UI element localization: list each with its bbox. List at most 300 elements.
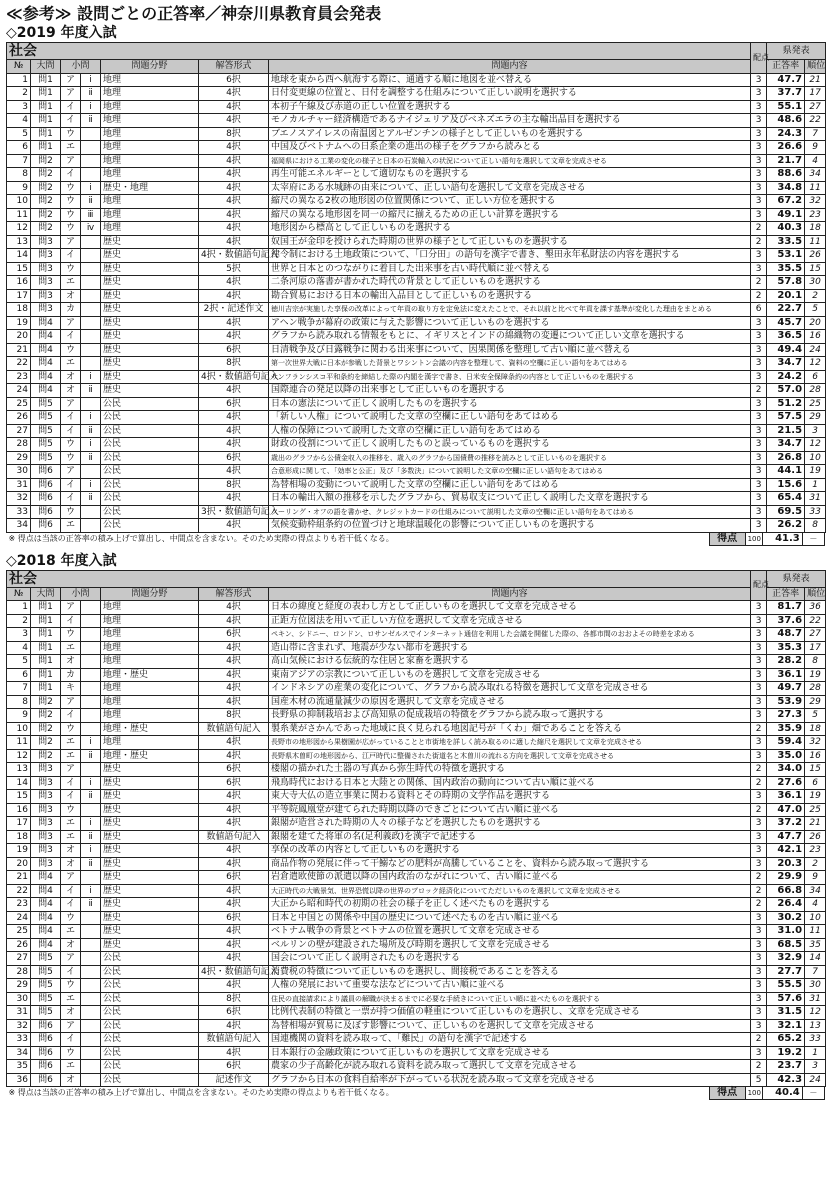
row-bunya: 公民 <box>101 952 199 966</box>
row-no: 28 <box>7 965 31 979</box>
row-keishiki: 4択 <box>199 114 269 128</box>
row-sub: ⅰ <box>81 817 101 831</box>
row-seitou: 31.0 <box>767 925 805 939</box>
row-daimon: 問2 <box>31 709 61 723</box>
row-bunya: 公民 <box>101 411 199 425</box>
row-shomon: オ <box>61 844 81 858</box>
header-bunya: 問題分野 <box>101 60 199 74</box>
row-keishiki: 4択 <box>199 87 269 101</box>
row-no: 5 <box>7 127 31 141</box>
row-sub <box>81 614 101 628</box>
table-row <box>7 709 826 723</box>
row-daimon: 問3 <box>31 790 61 804</box>
row-seitou: 49.1 <box>767 208 805 222</box>
row-sub <box>81 763 101 777</box>
row-keishiki: 4択 <box>199 100 269 114</box>
row-bunya: 公民 <box>101 979 199 993</box>
row-naiyo: 国連機関の資料を読み取って、「難民」の語句を漢字で記述する <box>269 1033 751 1047</box>
row-no: 4 <box>7 641 31 655</box>
row-seitou: 37.6 <box>767 614 805 628</box>
row-haiten: 3 <box>751 424 767 438</box>
row-sub: ⅰ <box>81 844 101 858</box>
table-row <box>7 424 826 438</box>
row-haiten: 3 <box>751 195 767 209</box>
row-sub: ⅱ <box>81 114 101 128</box>
row-naiyo: 為替相場が貿易に及ぼす影響について、正しいものを選択して文章を完成させる <box>269 1019 751 1033</box>
row-naiyo: 日本の憲法について正しく説明したものを選択する <box>269 397 751 411</box>
row-bunya: 公民 <box>101 478 199 492</box>
row-shomon: ア <box>61 601 81 615</box>
row-bunya: 歴史 <box>101 790 199 804</box>
table-row <box>7 478 826 492</box>
row-sub <box>81 1033 101 1047</box>
row-juni: 4 <box>805 154 826 168</box>
table-row <box>7 1073 826 1087</box>
row-seitou: 32.9 <box>767 952 805 966</box>
table-row <box>7 884 826 898</box>
row-daimon: 問6 <box>31 1019 61 1033</box>
row-juni: 32 <box>805 195 826 209</box>
table-row <box>7 992 826 1006</box>
row-seitou: 23.7 <box>767 1060 805 1074</box>
row-seitou: 48.6 <box>767 114 805 128</box>
table-row <box>7 736 826 750</box>
row-naiyo: 人権の保障について説明した文章の空欄に正しい語句をあてはめる <box>269 424 751 438</box>
row-naiyo: 高山気候における伝統的な住居と家畜を選択する <box>269 655 751 669</box>
row-shomon: オ <box>61 384 81 398</box>
row-juni: 5 <box>805 303 826 317</box>
row-sub <box>81 343 101 357</box>
row-daimon: 問3 <box>31 803 61 817</box>
row-juni: 10 <box>805 451 826 465</box>
row-juni: 7 <box>805 127 826 141</box>
row-sub: ⅰ <box>81 438 101 452</box>
row-seitou: 19.2 <box>767 1046 805 1060</box>
row-naiyo: 第一次世界大戦に日本が参戦した背景とワシントン会議の内容を整理して、資料の空欄に正しい語句をあてはめる <box>269 357 751 371</box>
row-keishiki: 4択 <box>199 222 269 236</box>
row-haiten: 3 <box>751 641 767 655</box>
row-haiten: 3 <box>751 601 767 615</box>
table-row <box>7 749 826 763</box>
row-no: 2 <box>7 87 31 101</box>
row-shomon: ウ <box>61 438 81 452</box>
table-row <box>7 830 826 844</box>
table-row <box>7 262 826 276</box>
table-row <box>7 73 826 87</box>
row-bunya: 地理・歴史 <box>101 668 199 682</box>
header-keishiki: 解答形式 <box>199 587 269 601</box>
row-no: 3 <box>7 100 31 114</box>
row-haiten: 3 <box>751 249 767 263</box>
row-seitou: 27.6 <box>767 776 805 790</box>
row-keishiki: 4択 <box>199 492 269 506</box>
row-keishiki: 4択 <box>199 316 269 330</box>
row-daimon: 問5 <box>31 952 61 966</box>
row-daimon: 問5 <box>31 992 61 1006</box>
row-daimon: 問2 <box>31 195 61 209</box>
row-seitou: 26.6 <box>767 141 805 155</box>
row-haiten: 2 <box>751 1060 767 1074</box>
row-seitou: 35.3 <box>767 641 805 655</box>
row-daimon: 問5 <box>31 438 61 452</box>
row-sub: ⅰ <box>81 73 101 87</box>
row-shomon: ウ <box>61 722 81 736</box>
row-haiten: 3 <box>751 465 767 479</box>
section-2018 <box>6 552 827 1101</box>
row-sub: ⅱ <box>81 898 101 912</box>
row-juni: 9 <box>805 871 826 885</box>
row-shomon: オ <box>61 938 81 952</box>
row-juni: 25 <box>805 397 826 411</box>
row-shomon: エ <box>61 357 81 371</box>
table-row <box>7 127 826 141</box>
table-row <box>7 952 826 966</box>
row-haiten: 2 <box>751 384 767 398</box>
row-keishiki: 4択 <box>199 289 269 303</box>
row-shomon: カ <box>61 303 81 317</box>
table-row <box>7 965 826 979</box>
row-shomon: イ <box>61 614 81 628</box>
row-sub <box>81 1006 101 1020</box>
row-daimon: 問4 <box>31 370 61 384</box>
row-juni: 12 <box>805 357 826 371</box>
row-bunya: 公民 <box>101 451 199 465</box>
row-bunya: 歴史 <box>101 857 199 871</box>
row-bunya: 歴史 <box>101 817 199 831</box>
row-daimon: 問4 <box>31 384 61 398</box>
row-no: 29 <box>7 451 31 465</box>
row-daimon: 問1 <box>31 682 61 696</box>
row-no: 1 <box>7 73 31 87</box>
table-row <box>7 451 826 465</box>
row-no: 23 <box>7 370 31 384</box>
row-juni: 20 <box>805 316 826 330</box>
row-daimon: 問3 <box>31 303 61 317</box>
row-keishiki: 4択 <box>199 803 269 817</box>
table-row <box>7 668 826 682</box>
row-juni: 26 <box>805 249 826 263</box>
row-naiyo: 大正から昭和時代の初期の社会の様子を正しく述べたものを選択する <box>269 898 751 912</box>
row-no: 10 <box>7 722 31 736</box>
row-seitou: 24.2 <box>767 370 805 384</box>
row-seitou: 67.2 <box>767 195 805 209</box>
row-naiyo: 歳出のグラフから公債金収入の推移を、歳入のグラフから国債費の推移を読みとして正しいものを選択する <box>269 451 751 465</box>
row-naiyo: 日本の緯度と経度の表わし方として正しいものを選択して文章を完成させる <box>269 601 751 615</box>
row-naiyo: 国産木材の流通量減少の原因を選択して文章を完成させる <box>269 695 751 709</box>
row-shomon: ア <box>61 316 81 330</box>
table-row <box>7 316 826 330</box>
row-juni: 23 <box>805 844 826 858</box>
row-naiyo: 比例代表制の特徴と一票が持つ価値の軽重について正しいものを選択し、文章を完成させる <box>269 1006 751 1020</box>
row-no: 21 <box>7 871 31 885</box>
row-no: 19 <box>7 316 31 330</box>
header-shomon: 小問 <box>61 60 101 74</box>
row-no: 20 <box>7 330 31 344</box>
row-keishiki: 4択 <box>199 1019 269 1033</box>
row-bunya: 歴史 <box>101 925 199 939</box>
row-keishiki: 4択 <box>199 411 269 425</box>
row-shomon: イ <box>61 709 81 723</box>
row-haiten: 3 <box>751 127 767 141</box>
row-seitou: 47.7 <box>767 830 805 844</box>
row-keishiki: 4択 <box>199 925 269 939</box>
row-no: 30 <box>7 992 31 1006</box>
row-keishiki: 6択 <box>199 763 269 777</box>
table-row <box>7 357 826 371</box>
header-juni: 順位 <box>805 60 826 74</box>
row-seitou: 57.5 <box>767 411 805 425</box>
row-shomon: ウ <box>61 1046 81 1060</box>
row-juni: 16 <box>805 330 826 344</box>
row-no: 3 <box>7 628 31 642</box>
header-seitou: 正答率 <box>767 587 805 601</box>
row-naiyo: 地形図から標高として正しいものを選択する <box>269 222 751 236</box>
row-shomon: カ <box>61 668 81 682</box>
row-sub <box>81 289 101 303</box>
row-bunya: 公民 <box>101 992 199 1006</box>
table-row <box>7 330 826 344</box>
row-bunya: 公民 <box>101 397 199 411</box>
table-row <box>7 790 826 804</box>
row-juni: 8 <box>805 655 826 669</box>
table-row <box>7 857 826 871</box>
row-daimon: 問3 <box>31 235 61 249</box>
row-sub: ⅰ <box>81 370 101 384</box>
row-keishiki: 8択 <box>199 709 269 723</box>
row-bunya: 地理 <box>101 127 199 141</box>
row-juni: 27 <box>805 100 826 114</box>
results-table <box>6 570 826 1100</box>
row-daimon: 問1 <box>31 668 61 682</box>
row-juni: 3 <box>805 424 826 438</box>
row-keishiki: 数値語句記入 <box>199 1033 269 1047</box>
row-keishiki: 4択 <box>199 465 269 479</box>
row-bunya: 公民 <box>101 1073 199 1087</box>
row-sub <box>81 1060 101 1074</box>
row-seitou: 53.1 <box>767 249 805 263</box>
row-bunya: 公民 <box>101 492 199 506</box>
row-daimon: 問3 <box>31 763 61 777</box>
row-daimon: 問4 <box>31 925 61 939</box>
row-no: 31 <box>7 478 31 492</box>
row-naiyo: 長野県の抑制栽培および高知県の促成栽培の特徴をグラフから読み取って選択する <box>269 709 751 723</box>
row-shomon: イ <box>61 492 81 506</box>
row-haiten: 3 <box>751 438 767 452</box>
row-haiten: 2 <box>751 276 767 290</box>
row-bunya: 歴史 <box>101 898 199 912</box>
row-bunya: 地理 <box>101 614 199 628</box>
row-naiyo: 東南アジアの宗教について正しいものを選択して文章を完成させる <box>269 668 751 682</box>
row-naiyo: 地球を東から西へ航海する際に、通過する順に地図を並べ替える <box>269 73 751 87</box>
row-naiyo: 大正時代の大戦景気、世界恐慌以降の世界のブロック経済化についてただしいものを選択して文章を完成させる <box>269 884 751 898</box>
row-naiyo: 中国及びベトナムへの日系企業の進出の様子をグラフから読みとる <box>269 141 751 155</box>
row-shomon: ア <box>61 154 81 168</box>
section-year-heading: ◇2018 年度入試 <box>6 552 117 569</box>
row-juni: 29 <box>805 411 826 425</box>
row-naiyo: 銀閣が造営された時期の人々の様子などを選択したものを選択する <box>269 817 751 831</box>
row-no: 29 <box>7 979 31 993</box>
row-naiyo: 「新しい人権」について説明した文章の空欄に正しい語句をあてはめる <box>269 411 751 425</box>
row-no: 31 <box>7 1006 31 1020</box>
table-row <box>7 438 826 452</box>
row-keishiki: 4択 <box>199 695 269 709</box>
row-shomon: イ <box>61 249 81 263</box>
row-sub: ⅱ <box>81 424 101 438</box>
row-bunya: 公民 <box>101 1046 199 1060</box>
row-naiyo: グラフから読み取れる情報をもとに、イギリスとインドの綿織物の変遷について正しい文章を選択する <box>269 330 751 344</box>
row-bunya: 公民 <box>101 519 199 533</box>
table-row <box>7 682 826 696</box>
row-no: 20 <box>7 857 31 871</box>
header-seitou: 正答率 <box>767 60 805 74</box>
row-keishiki: 4択 <box>199 884 269 898</box>
row-juni: 11 <box>805 235 826 249</box>
row-naiyo: ベトナム戦争の背景とベトナムの位置を選択して文章を完成させる <box>269 925 751 939</box>
row-daimon: 問6 <box>31 1073 61 1087</box>
row-bunya: 歴史 <box>101 384 199 398</box>
row-seitou: 29.9 <box>767 871 805 885</box>
row-sub <box>81 682 101 696</box>
row-seitou: 34.0 <box>767 763 805 777</box>
row-no: 4 <box>7 114 31 128</box>
row-naiyo: インドネシアの産業の変化について、グラフから読み取れる特徴を選択して文章を完成させる <box>269 682 751 696</box>
row-naiyo: 商品作物の発展に伴って干鰯などの肥料が高騰していることを、資料から読み取って選択する <box>269 857 751 871</box>
row-seitou: 24.3 <box>767 127 805 141</box>
row-naiyo: ペキン、シドニー、ロンドン、ロサンゼルスでインターネット通信を利用した会議を開催した際の、各都市間のおおよその時差を求める <box>269 628 751 642</box>
row-shomon: エ <box>61 749 81 763</box>
row-seitou: 65.2 <box>767 1033 805 1047</box>
row-shomon: ア <box>61 397 81 411</box>
row-shomon: イ <box>61 965 81 979</box>
table-row <box>7 154 826 168</box>
row-naiyo: 縮尺の異なる地形図を同一の縮尺に揃えるための正しい計算を選択する <box>269 208 751 222</box>
row-naiyo: 本初子午線及び赤道の正しい位置を選択する <box>269 100 751 114</box>
table-row <box>7 911 826 925</box>
row-sub <box>81 871 101 885</box>
table-row <box>7 384 826 398</box>
row-bunya: 地理 <box>101 601 199 615</box>
table-row <box>7 925 826 939</box>
row-daimon: 問3 <box>31 817 61 831</box>
row-seitou: 26.4 <box>767 898 805 912</box>
row-seitou: 34.7 <box>767 438 805 452</box>
row-keishiki: 6択 <box>199 628 269 642</box>
row-sub <box>81 601 101 615</box>
row-seitou: 33.5 <box>767 235 805 249</box>
row-sub: ⅰ <box>81 884 101 898</box>
table-row <box>7 1019 826 1033</box>
row-daimon: 問2 <box>31 222 61 236</box>
row-daimon: 問1 <box>31 73 61 87</box>
table-row <box>7 289 826 303</box>
total-label: 得点 <box>709 1087 745 1100</box>
row-juni: 33 <box>805 1033 826 1047</box>
row-haiten: 3 <box>751 817 767 831</box>
table-row <box>7 465 826 479</box>
row-keishiki: 4択 <box>199 614 269 628</box>
row-naiyo: 長野県木曽町の地形図から、江戸時代に整備された街道名と木曽川の流れる方向を選択して文章を完成させる <box>269 749 751 763</box>
row-bunya: 公民 <box>101 424 199 438</box>
row-juni: 31 <box>805 992 826 1006</box>
row-bunya: 公民 <box>101 1033 199 1047</box>
row-seitou: 53.9 <box>767 695 805 709</box>
row-sub <box>81 276 101 290</box>
row-seitou: 88.6 <box>767 168 805 182</box>
row-haiten: 3 <box>751 992 767 1006</box>
row-daimon: 問6 <box>31 465 61 479</box>
row-seitou: 40.3 <box>767 222 805 236</box>
row-seitou: 65.4 <box>767 492 805 506</box>
row-seitou: 36.1 <box>767 668 805 682</box>
row-sub: ⅲ <box>81 208 101 222</box>
row-seitou: 26.2 <box>767 519 805 533</box>
table-row <box>7 114 826 128</box>
row-keishiki: 4択 <box>199 168 269 182</box>
row-juni: 3 <box>805 1060 826 1074</box>
row-daimon: 問2 <box>31 181 61 195</box>
row-shomon: エ <box>61 830 81 844</box>
row-juni: 21 <box>805 73 826 87</box>
row-daimon: 問4 <box>31 330 61 344</box>
row-shomon: イ <box>61 114 81 128</box>
row-no: 32 <box>7 1019 31 1033</box>
table-row <box>7 505 826 519</box>
row-daimon: 問5 <box>31 965 61 979</box>
row-daimon: 問1 <box>31 87 61 101</box>
row-sub <box>81 925 101 939</box>
table-row <box>7 222 826 236</box>
table-row <box>7 601 826 615</box>
row-juni: 6 <box>805 776 826 790</box>
row-bunya: 地理 <box>101 114 199 128</box>
row-shomon: ウ <box>61 208 81 222</box>
row-haiten: 2 <box>751 235 767 249</box>
total-label: 得点 <box>709 532 745 545</box>
header-keishiki: 解答形式 <box>199 60 269 74</box>
row-sub: ⅰ <box>81 411 101 425</box>
row-haiten: 3 <box>751 451 767 465</box>
row-juni: 30 <box>805 276 826 290</box>
row-naiyo: 製糸業がさかんであった地域に良く見られる地図記号が「くわ」畑であることを答える <box>269 722 751 736</box>
row-sub <box>81 641 101 655</box>
row-naiyo: 合意形成に関して、「効率と公正」及び「多数決」について説明した文章の空欄に正しい語句をあてはめる <box>269 465 751 479</box>
row-juni: 15 <box>805 262 826 276</box>
row-naiyo: 奴国王が金印を授けられた時期の世界の様子として正しいものを選択する <box>269 235 751 249</box>
row-haiten: 3 <box>751 857 767 871</box>
row-bunya: 歴史 <box>101 844 199 858</box>
row-shomon: イ <box>61 411 81 425</box>
row-no: 16 <box>7 803 31 817</box>
row-seitou: 68.5 <box>767 938 805 952</box>
row-juni: 24 <box>805 343 826 357</box>
row-no: 34 <box>7 519 31 533</box>
table-row <box>7 938 826 952</box>
row-keishiki: 3択・数値語句記入 <box>199 505 269 519</box>
row-sub <box>81 519 101 533</box>
row-sub: ⅱ <box>81 87 101 101</box>
row-no: 25 <box>7 397 31 411</box>
row-sub: ⅰ <box>81 100 101 114</box>
row-shomon: オ <box>61 857 81 871</box>
page-title: ≪参考≫ 設問ごとの正答率／神奈川県教育員会発表 <box>6 4 382 23</box>
row-no: 22 <box>7 357 31 371</box>
row-juni: 34 <box>805 884 826 898</box>
row-no: 6 <box>7 141 31 155</box>
row-bunya: 公民 <box>101 1060 199 1074</box>
row-daimon: 問2 <box>31 208 61 222</box>
row-sub <box>81 465 101 479</box>
row-naiyo: 徳川吉宗が実施した享保の改革によって年貢の取り方を定免法に変えたことで、それ以前と比べて年貢を課す基準が変化した理由をまとめる <box>269 303 751 317</box>
